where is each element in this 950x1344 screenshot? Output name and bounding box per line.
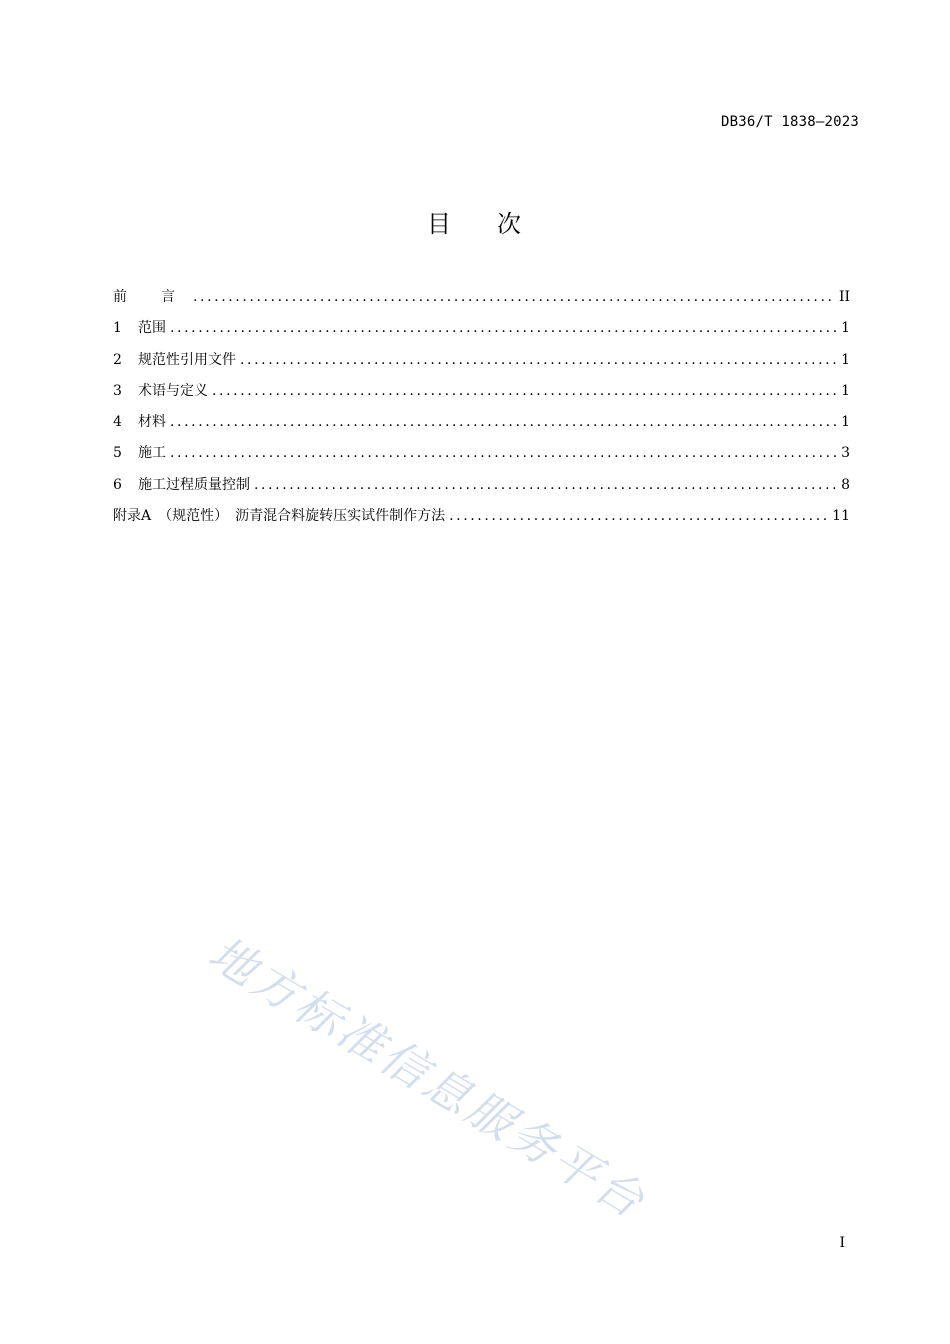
toc-entry-label: 施工过程质量控制 bbox=[138, 476, 250, 493]
toc-leader-dots bbox=[170, 441, 837, 465]
toc-entry-page: 3 bbox=[841, 445, 850, 462]
toc-entry-number: 1 bbox=[113, 320, 122, 337]
toc-entry-page: 1 bbox=[841, 320, 850, 337]
toc-leader-dots bbox=[254, 473, 837, 497]
toc-entry-number: 2 bbox=[113, 351, 122, 368]
toc-title-part1: 目 bbox=[427, 210, 453, 238]
toc-entry-appendix-a[interactable] bbox=[113, 504, 850, 535]
toc-entry-construction[interactable] bbox=[113, 441, 850, 472]
toc-entry-label: 规范性引用文件 bbox=[138, 351, 236, 368]
table-of-contents bbox=[113, 285, 850, 535]
toc-leader-dots bbox=[170, 316, 837, 340]
toc-entry-terms-definitions[interactable] bbox=[113, 379, 850, 410]
toc-entry-page: 11 bbox=[832, 508, 850, 525]
toc-leader-dots bbox=[193, 285, 835, 309]
toc-entry-number: 5 bbox=[113, 445, 122, 462]
toc-leader-dots bbox=[212, 379, 837, 403]
toc-entry-normative-references[interactable] bbox=[113, 348, 850, 379]
toc-entry-page: II bbox=[838, 289, 850, 305]
toc-entry-page: 8 bbox=[841, 476, 850, 493]
toc-entry-label: 材料 bbox=[138, 414, 166, 431]
toc-entry-label: 范围 bbox=[138, 320, 166, 337]
toc-entry-page: 1 bbox=[841, 382, 850, 399]
toc-entry-number: 6 bbox=[113, 476, 122, 493]
toc-entry-materials[interactable] bbox=[113, 410, 850, 441]
toc-entry-label: 施工 bbox=[138, 445, 166, 462]
toc-entry-label: 前言 bbox=[113, 289, 209, 305]
toc-entry-label: 附录A （规范性） 沥青混合料旋转压实试件制作方法 bbox=[113, 508, 446, 525]
toc-entry-number: 3 bbox=[113, 382, 122, 399]
toc-entry-label: 术语与定义 bbox=[138, 382, 208, 399]
toc-entry-scope[interactable] bbox=[113, 316, 850, 347]
toc-leader-dots bbox=[170, 410, 837, 434]
page-number: I bbox=[839, 1235, 845, 1251]
toc-entry-page: 1 bbox=[841, 351, 850, 368]
watermark: 地方标准信息服务平台 bbox=[199, 925, 656, 1230]
toc-title bbox=[0, 204, 950, 239]
toc-entry-number: 4 bbox=[113, 414, 122, 431]
toc-entry-foreword[interactable] bbox=[113, 285, 850, 316]
toc-entry-quality-control[interactable] bbox=[113, 473, 850, 504]
document-code: DB36/T 1838—2023 bbox=[720, 114, 859, 130]
toc-leader-dots bbox=[449, 504, 828, 528]
toc-entry-page: 1 bbox=[841, 414, 850, 431]
toc-title-part2: 次 bbox=[497, 210, 523, 238]
toc-leader-dots bbox=[240, 348, 837, 372]
